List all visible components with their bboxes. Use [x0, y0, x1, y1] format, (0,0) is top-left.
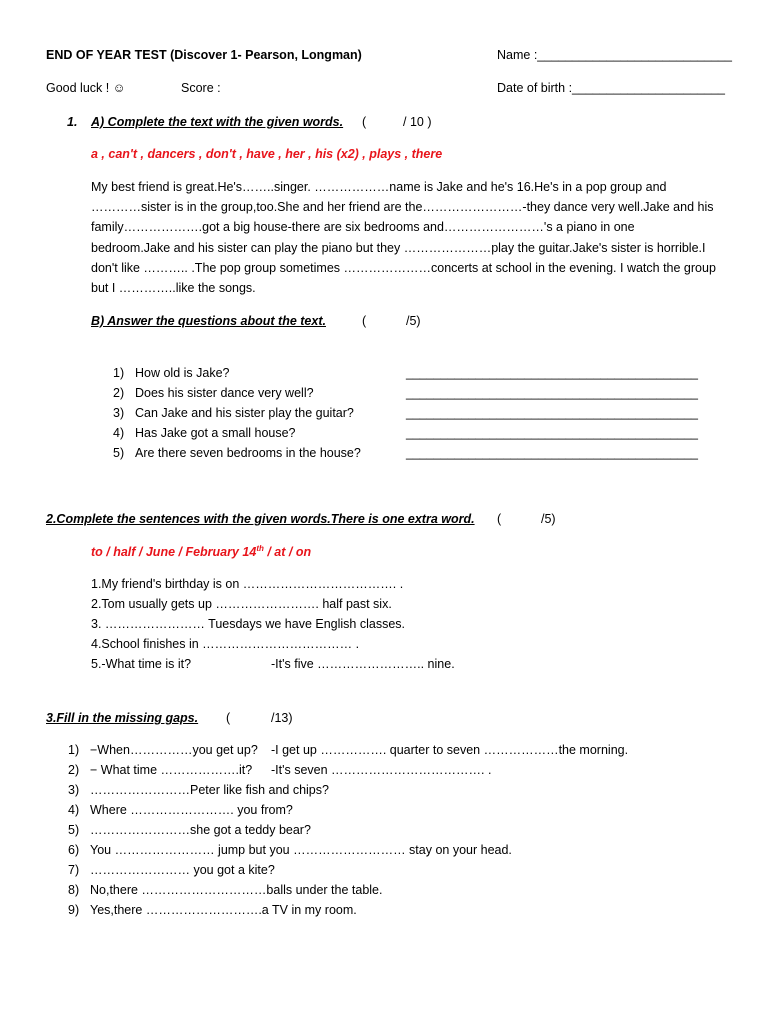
list-item: 5) ……………………she got a teddy bear? [68, 823, 311, 837]
list-item: 4) Has Jake got a small house? [113, 426, 296, 440]
score-label: Score : [181, 81, 221, 95]
section2-score-open: ( [497, 512, 502, 526]
list-item: 4.School finishes in ……………………………… . [91, 637, 360, 651]
list-item: 1) How old is Jake? [113, 366, 230, 380]
list-item: 7) …………………… you got a kite? [68, 863, 275, 877]
name-field-label: Name :____________________________ [497, 48, 732, 62]
answer-line[interactable]: __________________________________________ [406, 366, 698, 380]
section1-heading: A) Complete the text with the given words. [91, 115, 344, 129]
date-of-birth-label: Date of birth :______________________ [497, 81, 725, 95]
section1b-score-open: ( [362, 314, 367, 328]
section1-word-bank: a , can't , dancers , don't , have , her , his (x2) , plays , there [91, 147, 443, 161]
section1b-score: /5) [406, 314, 421, 328]
list-item-answer: -It's five …………………….. nine. [271, 657, 455, 671]
section2-word-bank: to / half / June / February 14th / at / on [91, 544, 312, 560]
test-title: END OF YEAR TEST (Discover 1- Pearson, Longman) [46, 48, 362, 62]
answer-line[interactable]: __________________________________________ [406, 386, 698, 400]
list-item-answer: -It's seven ………………………………. . [271, 763, 492, 777]
section1-paragraph: My best friend is great.He's……..singer. ………………name is Jake and he's 16.He's in a pop group and …………sister is in the group,too.She and her friend are the……………………-they dance very well.Jake and his family……………….got a big house-there are six bedrooms and……………………'s a piano in one bedroom.Jake and his sister can play the piano but they …………………play the guitar.Jake's sister is horrible.I don't like ……….. .The pop group sometimes …………………concerts at school in the evening. I watch the group but I …………..like the songs. [91, 180, 716, 296]
section3-score: /13) [271, 711, 293, 725]
section1-score: / 10 ) [403, 115, 432, 129]
list-item: 3) ……………………Peter like fish and chips? [68, 783, 329, 797]
list-item: 2.Tom usually gets up ……………………. half past six. [91, 597, 392, 611]
section1-number: 1. [67, 115, 78, 129]
list-item: 1.My friend's birthday is on ………………………………. . [91, 577, 404, 591]
list-item: 4) Where ……………………. you from? [68, 803, 293, 817]
section2-heading: 2.Complete the sentences with the given words.There is one extra word. [46, 512, 475, 526]
list-item: 2) − What time ……………….it? [68, 763, 253, 777]
list-item: 3. …………………… Tuesdays we have English classes. [91, 617, 406, 631]
list-item: 8) No,there …………………………balls under the table. [68, 883, 383, 897]
list-item: 9) Yes,there ……………………….a TV in my room. [68, 903, 357, 917]
answer-line[interactable]: __________________________________________ [406, 406, 698, 420]
list-item: 6) You …………………… jump but you ……………………… stay on your head. [68, 843, 512, 857]
section3-score-open: ( [226, 711, 231, 725]
section1-score-open: ( [362, 115, 367, 129]
list-item: 1) −When……………you get up? [68, 743, 258, 757]
list-item: 2) Does his sister dance very well? [113, 386, 314, 400]
list-item: 3) Can Jake and his sister play the guitar? [113, 406, 354, 420]
list-item-answer: -I get up ……………. quarter to seven ………………the morning. [271, 743, 629, 757]
answer-line[interactable]: __________________________________________ [406, 446, 698, 460]
section2-score: /5) [541, 512, 556, 526]
section1b-heading: B) Answer the questions about the text. [91, 314, 326, 328]
list-item: 5) Are there seven bedrooms in the house? [113, 446, 361, 460]
section3-heading: 3.Fill in the missing gaps. [46, 711, 199, 725]
good-luck-text: Good luck ! ☺ [46, 81, 126, 95]
answer-line[interactable]: __________________________________________ [406, 426, 698, 440]
list-item: 5.-What time is it? [91, 657, 192, 671]
